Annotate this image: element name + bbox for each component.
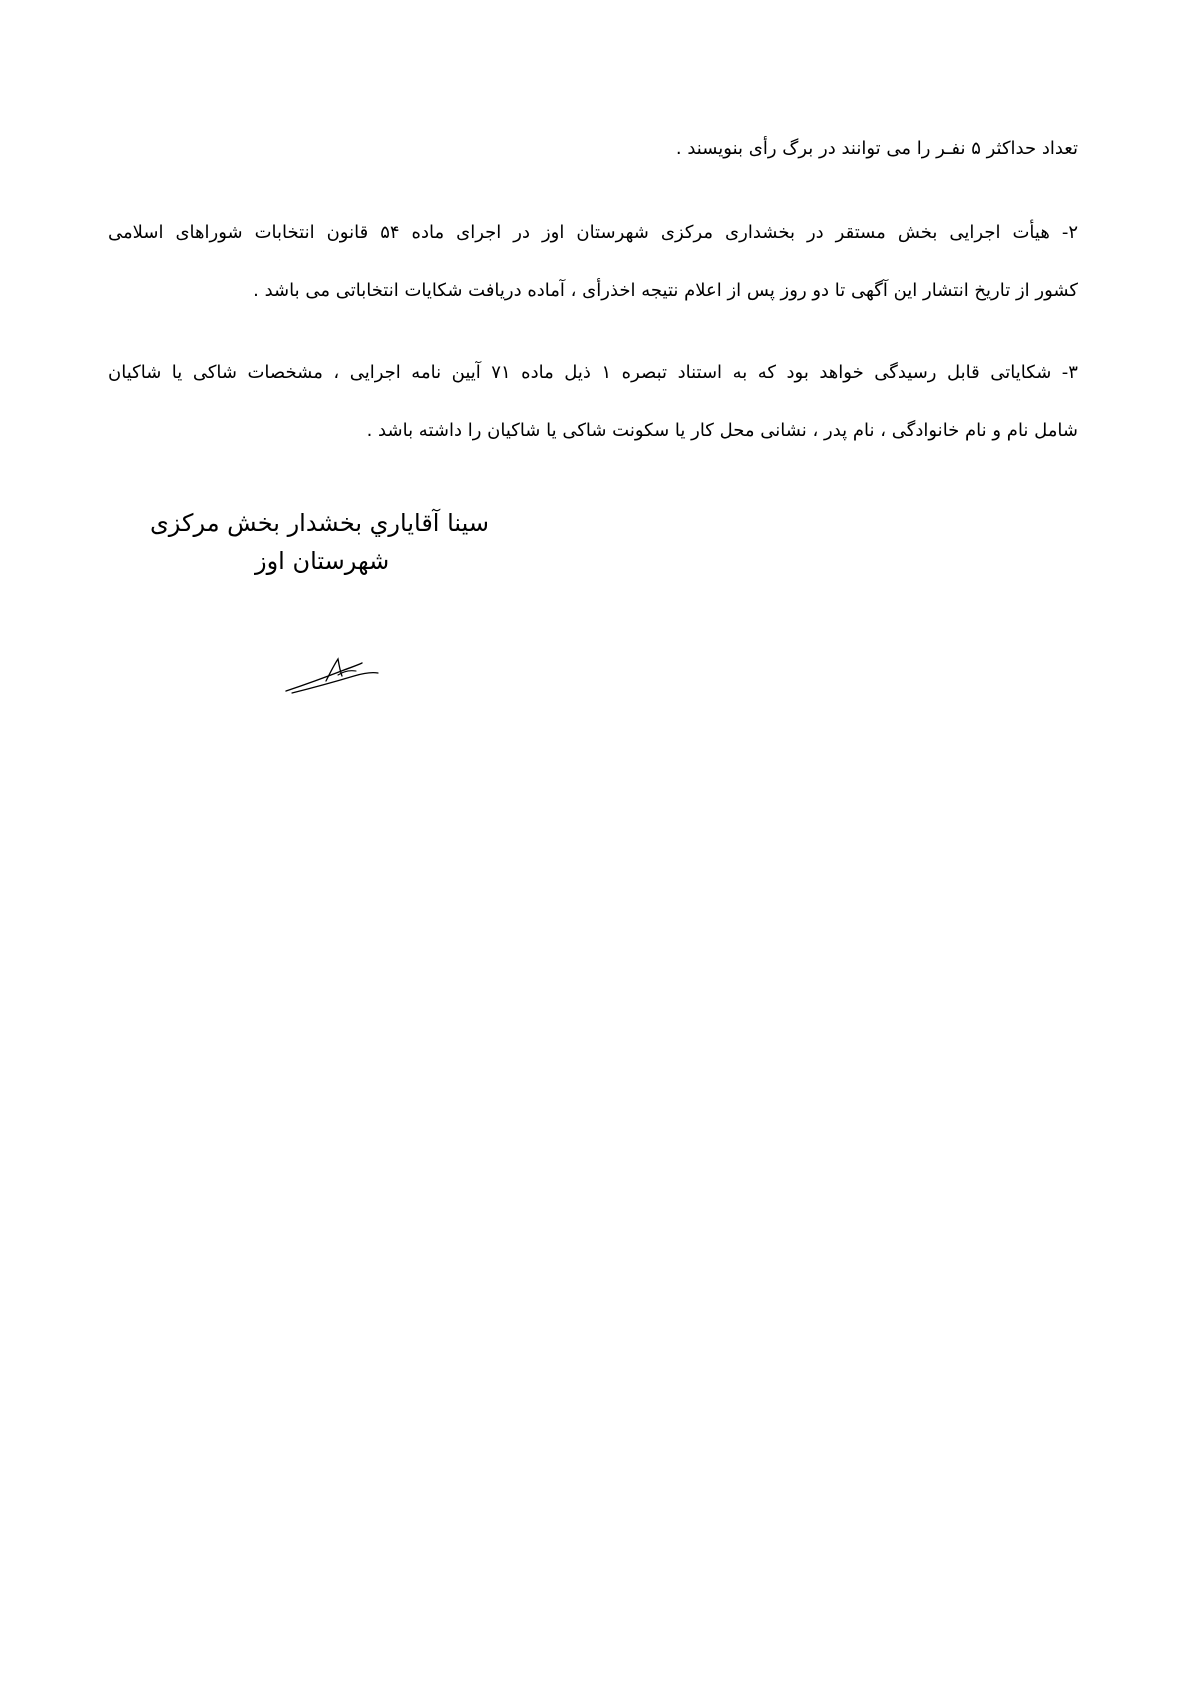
paragraph-1-line-1: تعداد حداکثر ۵ نفـر را می توانند در برگ رأی بنویسند . [675, 138, 1078, 159]
signatory-name-title: سینا آقایاري بخشدار بخش مرکزی [150, 509, 489, 537]
paragraph-3-line-2: شامل نام و نام خانوادگی ، نام پدر ، نشانی محل کار یا سکونت شاکی یا شاکیان را داشته باشد . [366, 420, 1078, 441]
handwritten-signature [282, 655, 382, 697]
paragraph-2-line-1: ۲- هیأت اجرایی بخش مستقر در بخشداری مرکزی شهرستان اوز در اجرای ماده ۵۴ قانون انتخابات شوراهای اسلامی [108, 222, 1078, 243]
paragraph-3-line-1: ۳- شکایاتی قابل رسیدگی خواهد بود که به استناد تبصره ۱ ذیل ماده ۷۱ آیین نامه اجرایی ، مشخصات شاکی یا شاکیان [108, 362, 1078, 383]
signatory-city: شهرستان اوز [255, 547, 390, 575]
paragraph-2-line-2: کشور از تاریخ انتشار این آگهی تا دو روز پس از اعلام نتیجه اخذرأی ، آماده دریافت شکایات انتخاباتی می باشد . [253, 280, 1078, 301]
